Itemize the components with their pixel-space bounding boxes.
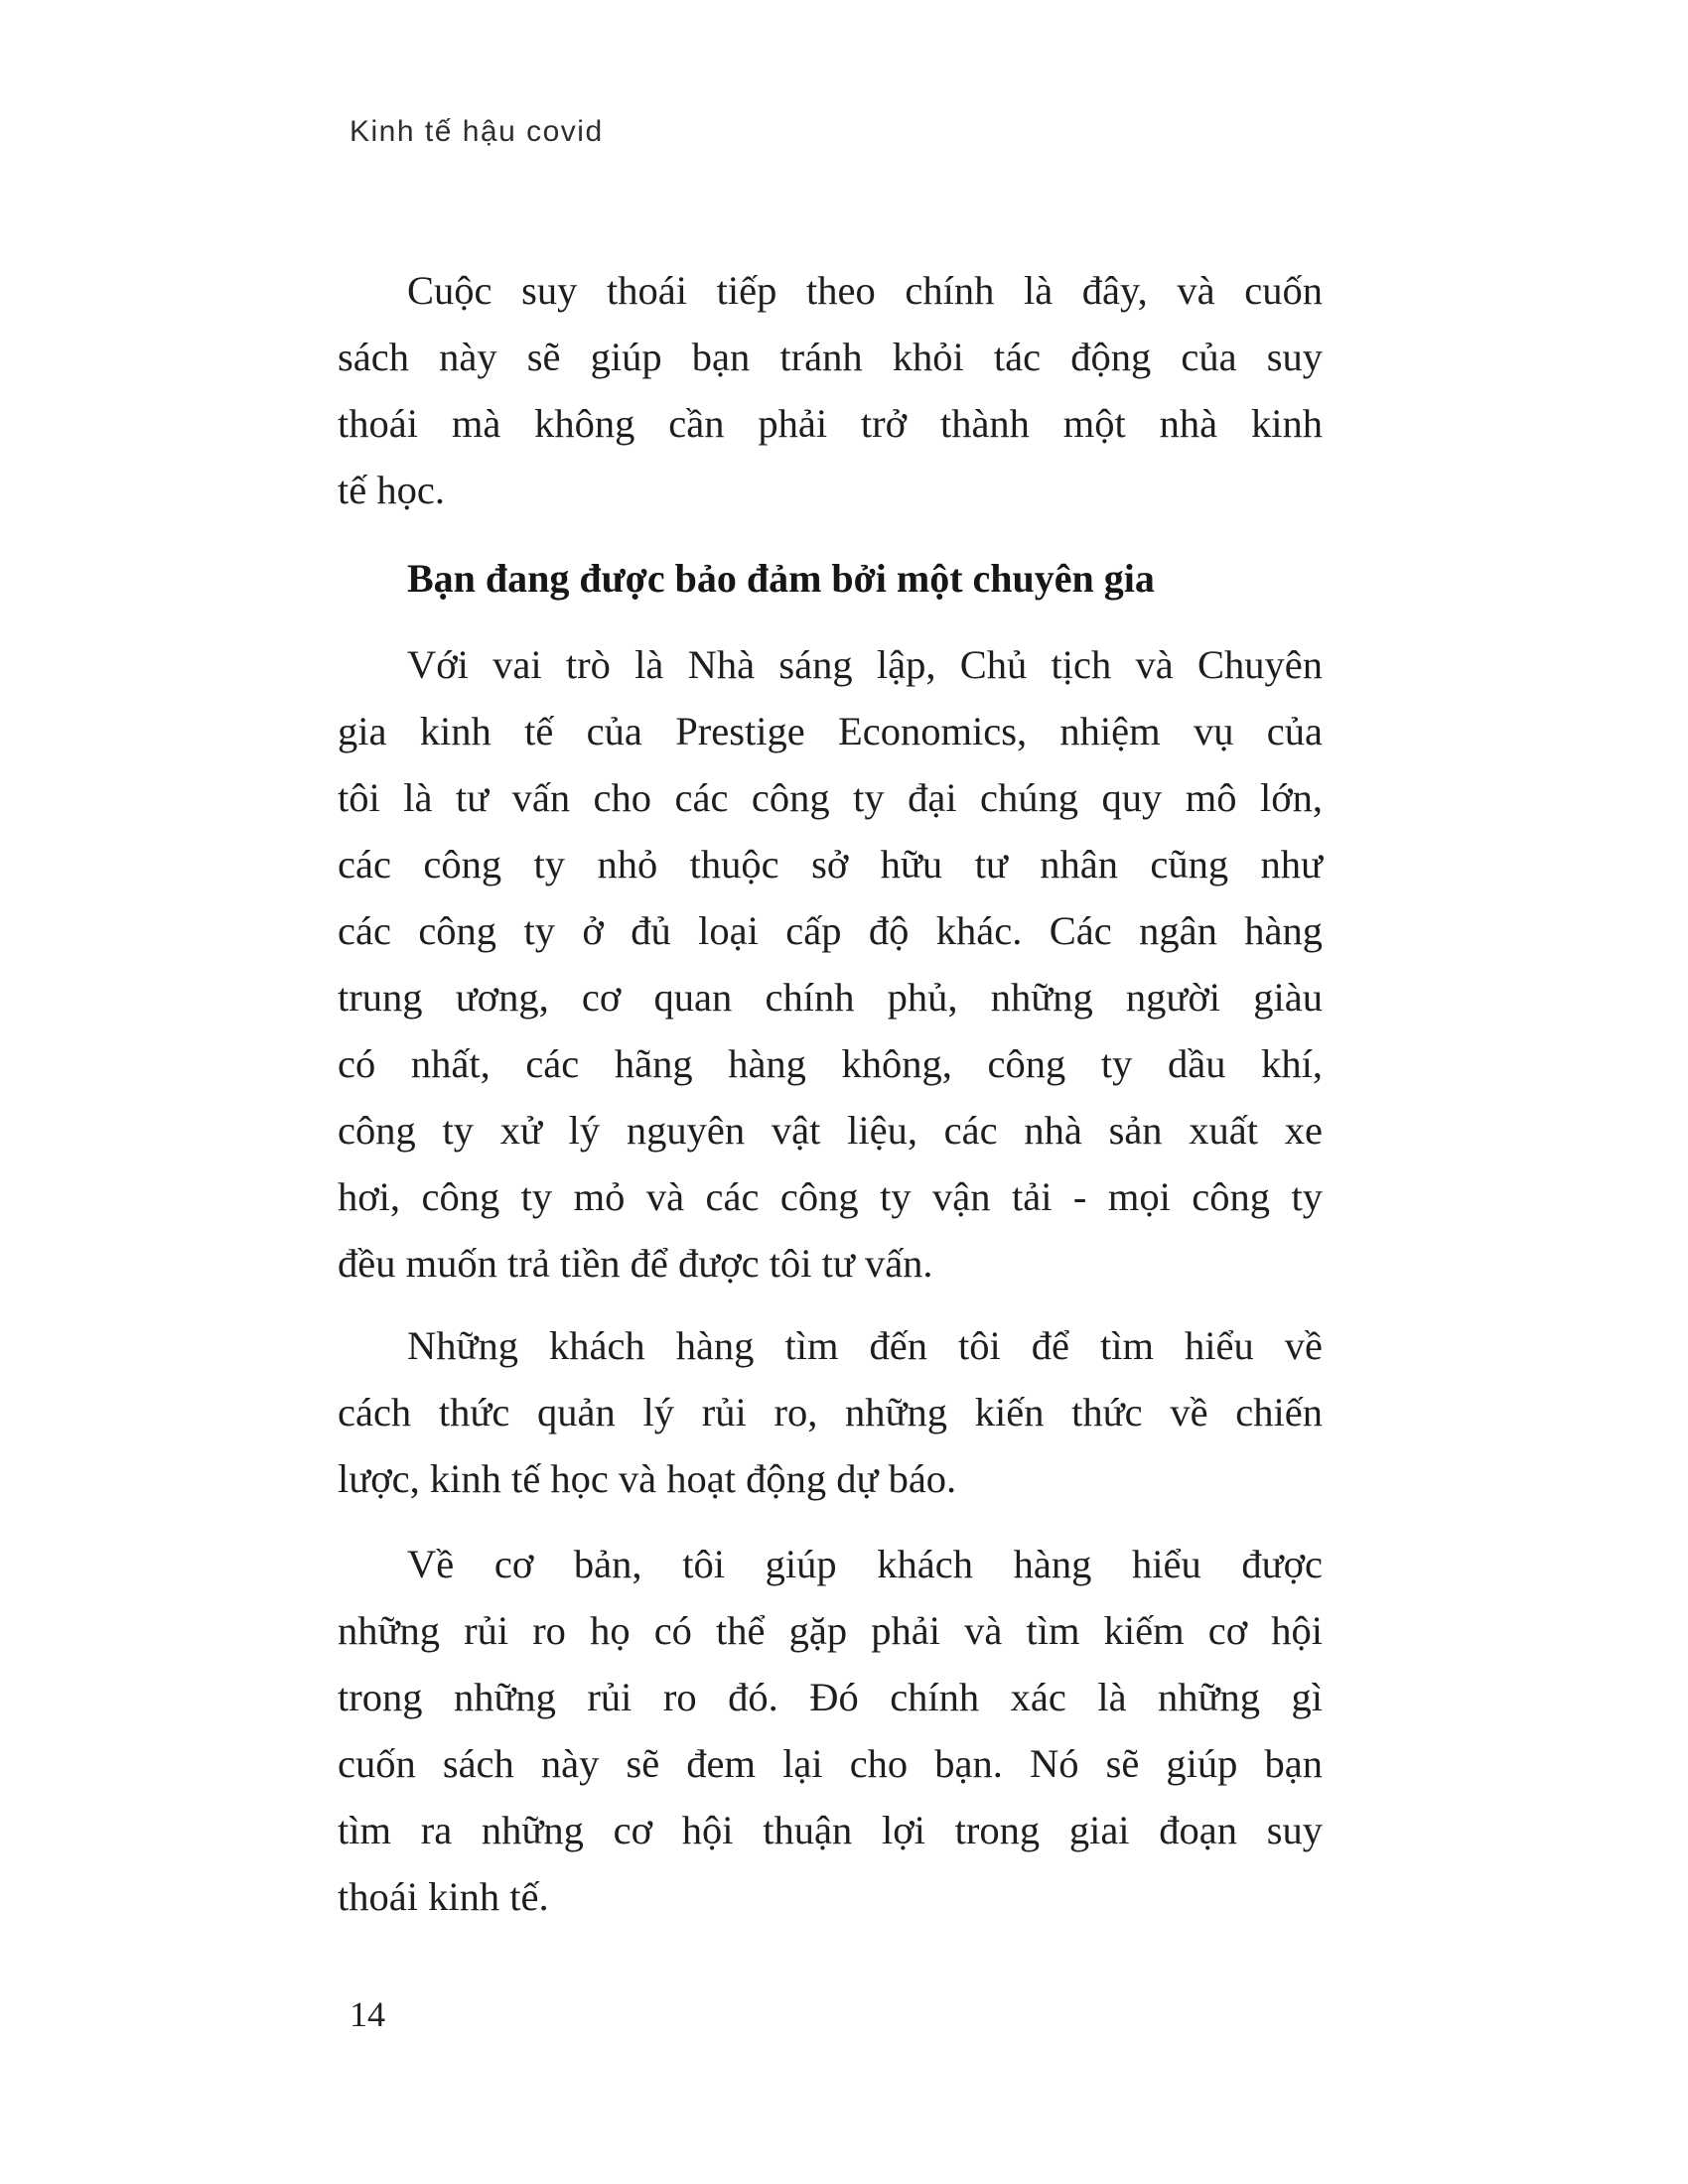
text-line: trong những rủi ro đó. Đó chính xác là những gì	[338, 1675, 1323, 1719]
text-line: các công ty nhỏ thuộc sở hữu tư nhân cũng như	[338, 842, 1323, 887]
text-line: cách thức quản lý rủi ro, những kiến thức về chiến	[338, 1390, 1323, 1434]
paragraph-clients	[338, 1312, 1323, 1512]
text-line: hơi, công ty mỏ và các công ty vận tải - mọi công ty	[338, 1174, 1323, 1219]
page-number: 14	[350, 1994, 385, 2034]
text-line: Về cơ bản, tôi giúp khách hàng hiểu được	[407, 1542, 1323, 1586]
text-line: trung ương, cơ quan chính phủ, những người giàu	[338, 975, 1323, 1020]
section-heading: Bạn đang được bảo đảm bởi một chuyên gia	[407, 556, 1155, 601]
paragraph-expert-credentials	[338, 631, 1323, 1297]
text-line: gia kinh tế của Prestige Economics, nhiệm vụ của	[338, 709, 1323, 753]
running-header: Kinh tế hậu covid	[350, 115, 604, 148]
text-line: Với vai trò là Nhà sáng lập, Chủ tịch và Chuyên	[407, 642, 1323, 687]
text-line: công ty xử lý nguyên vật liệu, các nhà sản xuất xe	[338, 1108, 1323, 1153]
text-line: lược, kinh tế học và hoạt động dự báo.	[338, 1456, 957, 1501]
paragraph-next-recession	[338, 257, 1323, 523]
text-line: Cuộc suy thoái tiếp theo chính là đây, và cuốn	[407, 268, 1323, 313]
text-line: thoái mà không cần phải trở thành một nhà kinh	[338, 401, 1323, 446]
text-line: sách này sẽ giúp bạn tránh khỏi tác động của suy	[338, 335, 1323, 379]
text-line: tế học.	[338, 468, 445, 512]
text-line: những rủi ro họ có thể gặp phải và tìm kiếm cơ hội	[338, 1608, 1323, 1653]
text-line: có nhất, các hãng hàng không, công ty dầu khí,	[338, 1041, 1323, 1086]
text-line: cuốn sách này sẽ đem lại cho bạn. Nó sẽ giúp bạn	[338, 1741, 1323, 1786]
text-line: tôi là tư vấn cho các công ty đại chúng quy mô lớn,	[338, 775, 1323, 820]
text-line: các công ty ở đủ loại cấp độ khác. Các ngân hàng	[338, 908, 1323, 953]
text-line: Những khách hàng tìm đến tôi để tìm hiểu về	[407, 1323, 1323, 1368]
text-line: thoái kinh tế.	[338, 1874, 549, 1919]
text-line: tìm ra những cơ hội thuận lợi trong giai đoạn suy	[338, 1808, 1323, 1852]
text-line: đều muốn trả tiền để được tôi tư vấn.	[338, 1241, 933, 1286]
paragraph-book-benefit	[338, 1531, 1323, 1930]
